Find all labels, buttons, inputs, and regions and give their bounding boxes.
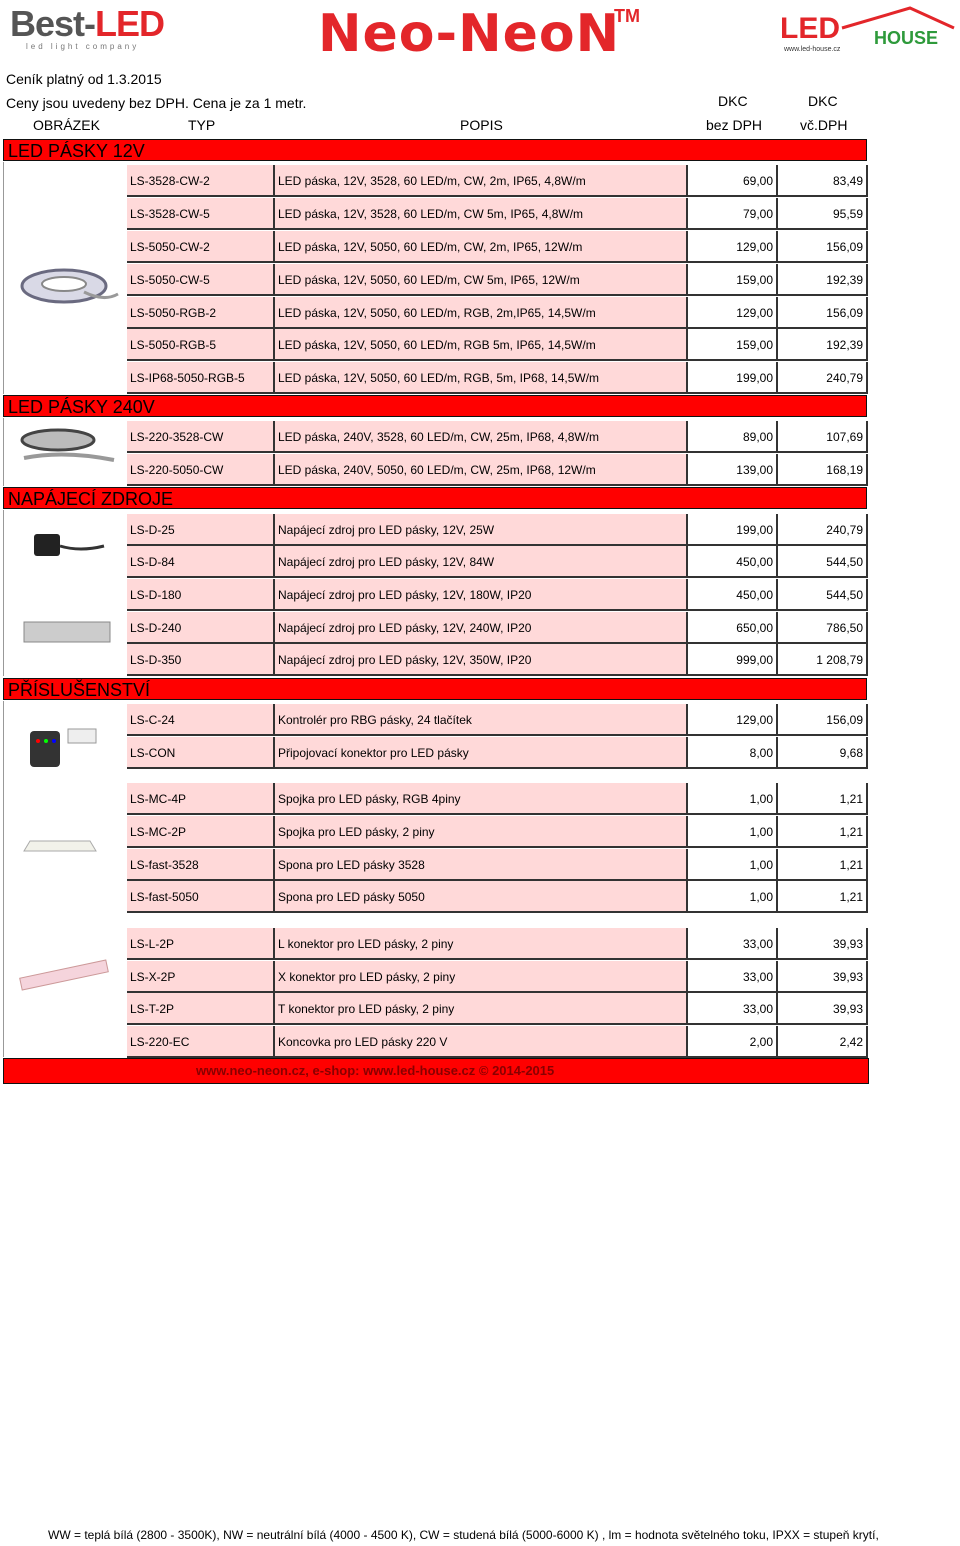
product-code: LS-3528-CW-5 xyxy=(127,198,275,230)
price-gross: 544,50 xyxy=(778,546,868,578)
price-net: 650,00 xyxy=(688,612,778,644)
price-net: 199,00 xyxy=(688,514,778,546)
price-gross: 83,49 xyxy=(778,165,868,197)
price-gross: 39,93 xyxy=(778,993,868,1025)
best-led-logo: Best-LED led light company xyxy=(10,3,165,51)
price-net: 89,00 xyxy=(688,421,778,453)
product-description: X konektor pro LED pásky, 2 piny xyxy=(275,961,688,993)
product-code: LS-3528-CW-2 xyxy=(127,165,275,197)
product-description: Napájecí zdroj pro LED pásky, 12V, 350W, IP20 xyxy=(275,644,688,676)
product-description: Připojovací konektor pro LED pásky xyxy=(275,737,688,769)
price-net: 33,00 xyxy=(688,961,778,993)
rgb-controller-icon xyxy=(4,701,124,1055)
product-description: Spojka pro LED pásky, RGB 4piny xyxy=(275,783,688,815)
product-description: Napájecí zdroj pro LED pásky, 12V, 240W, IP20 xyxy=(275,612,688,644)
product-description: Spona pro LED pásky 3528 xyxy=(275,849,688,881)
product-code: LS-5050-CW-2 xyxy=(127,231,275,263)
price-net: 1,00 xyxy=(688,783,778,815)
product-code: LS-D-350 xyxy=(127,644,275,676)
table-row xyxy=(127,546,868,578)
footer-websites: www.neo-neon.cz, e-shop: www.led-house.cz © 2014-2015 xyxy=(196,1063,555,1078)
price-net: 1,00 xyxy=(688,849,778,881)
table-row xyxy=(127,329,868,361)
col-header-price-net: bez DPH xyxy=(706,117,763,133)
table-row xyxy=(127,165,868,197)
led-strip-reel-icon xyxy=(4,162,124,392)
price-gross: 1,21 xyxy=(778,783,868,815)
price-net: 129,00 xyxy=(688,704,778,736)
price-net: 159,00 xyxy=(688,264,778,296)
product-code: LS-MC-4P xyxy=(127,783,275,815)
image-cell-12v xyxy=(3,162,126,394)
price-net: 33,00 xyxy=(688,928,778,960)
product-code: LS-C-24 xyxy=(127,704,275,736)
price-gross: 156,09 xyxy=(778,704,868,736)
col-header-image: OBRÁZEK xyxy=(33,117,100,133)
image-cell-accessories xyxy=(3,701,126,1057)
neo-neon-logo: Neo-NeoN TM xyxy=(318,4,640,64)
table-row xyxy=(127,612,868,644)
price-gross: 544,50 xyxy=(778,579,868,611)
product-description: Napájecí zdroj pro LED pásky, 12V, 25W xyxy=(275,514,688,546)
product-description: LED páska, 240V, 5050, 60 LED/m, CW, 25m, IP68, 12W/m xyxy=(275,454,688,486)
product-code: LS-220-EC xyxy=(127,1026,275,1058)
product-code: LS-T-2P xyxy=(127,993,275,1025)
product-code: LS-IP68-5050-RGB-5 xyxy=(127,362,275,394)
price-gross: 1,21 xyxy=(778,849,868,881)
price-note: Ceny jsou uvedeny bez DPH. Cena je za 1 metr. xyxy=(6,95,307,111)
product-description: LED páska, 12V, 5050, 60 LED/m, CW, 2m, IP65, 12W/m xyxy=(275,231,688,263)
table-row xyxy=(127,644,868,676)
image-cell-power xyxy=(3,510,126,676)
price-gross: 2,42 xyxy=(778,1026,868,1058)
abbreviation-legend: WW = teplá bílá (2800 - 3500K), NW = neutrální bílá (4000 - 4500 K), CW = studená bílá (5000-6000 K) , lm = hodnota světelného toku, IPXX = stupeň krytí, xyxy=(48,1528,879,1542)
image-cell-240v xyxy=(3,418,126,486)
product-description: LED páska, 12V, 5050, 60 LED/m, RGB 5m, IP65, 14,5W/m xyxy=(275,329,688,361)
product-description: T konektor pro LED pásky, 2 piny xyxy=(275,993,688,1025)
col-header-type: TYP xyxy=(188,117,216,133)
product-code: LS-fast-3528 xyxy=(127,849,275,881)
col-header-description: POPIS xyxy=(460,117,503,133)
product-code: LS-D-84 xyxy=(127,546,275,578)
price-gross: 192,39 xyxy=(778,329,868,361)
price-gross: 1,21 xyxy=(778,816,868,848)
price-net: 450,00 xyxy=(688,546,778,578)
price-net: 69,00 xyxy=(688,165,778,197)
product-description: Kontrolér pro RBG pásky, 24 tlačítek xyxy=(275,704,688,736)
led-strip-240v-reel-icon xyxy=(4,418,124,484)
product-description: LED páska, 12V, 5050, 60 LED/m, RGB, 5m, IP68, 14,5W/m xyxy=(275,362,688,394)
table-row xyxy=(127,783,868,815)
product-code: LS-220-3528-CW xyxy=(127,421,275,453)
price-gross: 107,69 xyxy=(778,421,868,453)
product-code: LS-D-240 xyxy=(127,612,275,644)
section-bar-240v: LED PÁSKY 240V xyxy=(3,395,867,417)
price-net: 999,00 xyxy=(688,644,778,676)
table-row xyxy=(127,881,868,913)
price-net: 129,00 xyxy=(688,297,778,329)
table-row xyxy=(127,1026,868,1058)
power-supply-box-icon xyxy=(24,622,110,642)
product-code: LS-5050-CW-5 xyxy=(127,264,275,296)
table-row xyxy=(127,849,868,881)
price-gross: 240,79 xyxy=(778,362,868,394)
product-code: LS-D-180 xyxy=(127,579,275,611)
product-description: LED páska, 12V, 5050, 60 LED/m, RGB, 2m,IP65, 14,5W/m xyxy=(275,297,688,329)
table-row xyxy=(127,454,868,486)
table-row xyxy=(127,737,868,769)
price-gross: 156,09 xyxy=(778,297,868,329)
price-gross: 786,50 xyxy=(778,612,868,644)
product-description: LED páska, 240V, 3528, 60 LED/m, CW, 25m, IP68, 4,8W/m xyxy=(275,421,688,453)
price-net: 1,00 xyxy=(688,816,778,848)
table-row xyxy=(127,297,868,329)
table-row xyxy=(127,362,868,394)
price-net: 79,00 xyxy=(688,198,778,230)
price-net: 450,00 xyxy=(688,579,778,611)
product-description: Napájecí zdroj pro LED pásky, 12V, 84W xyxy=(275,546,688,578)
product-description: Napájecí zdroj pro LED pásky, 12V, 180W, IP20 xyxy=(275,579,688,611)
price-gross: 168,19 xyxy=(778,454,868,486)
product-code: LS-L-2P xyxy=(127,928,275,960)
power-adapter-icon xyxy=(4,510,124,674)
section-bar-12v: LED PÁSKY 12V xyxy=(3,139,867,161)
table-row xyxy=(127,579,868,611)
table-row xyxy=(127,421,868,453)
product-description: Spojka pro LED pásky, 2 piny xyxy=(275,816,688,848)
price-gross: 95,59 xyxy=(778,198,868,230)
price-gross: 192,39 xyxy=(778,264,868,296)
product-code: LS-220-5050-CW xyxy=(127,454,275,486)
product-description: Spona pro LED pásky 5050 xyxy=(275,881,688,913)
connector-strip-icon xyxy=(20,960,109,990)
price-net: 1,00 xyxy=(688,881,778,913)
table-row xyxy=(127,231,868,263)
product-code: LS-5050-RGB-2 xyxy=(127,297,275,329)
price-gross: 39,93 xyxy=(778,961,868,993)
price-net: 139,00 xyxy=(688,454,778,486)
product-code: LS-X-2P xyxy=(127,961,275,993)
price-gross: 9,68 xyxy=(778,737,868,769)
price-gross: 1 208,79 xyxy=(778,644,868,676)
footer-bar xyxy=(3,1058,869,1084)
dkc-label-net: DKC xyxy=(718,93,748,109)
table-row xyxy=(127,816,868,848)
section-bar-power-supplies: NAPÁJECÍ ZDROJE xyxy=(3,487,867,509)
led-house-logo: LED HOUSE www.led-house.cz xyxy=(780,6,956,56)
valid-from: Ceník platný od 1.3.2015 xyxy=(6,71,162,87)
table-row xyxy=(127,928,868,960)
product-code: LS-fast-5050 xyxy=(127,881,275,913)
price-net: 129,00 xyxy=(688,231,778,263)
product-description: LED páska, 12V, 3528, 60 LED/m, CW, 2m, IP65, 4,8W/m xyxy=(275,165,688,197)
product-code: LS-CON xyxy=(127,737,275,769)
product-description: Koncovka pro LED pásky 220 V xyxy=(275,1026,688,1058)
col-header-price-gross: vč.DPH xyxy=(800,117,848,133)
table-row xyxy=(127,514,868,546)
product-code: LS-5050-RGB-5 xyxy=(127,329,275,361)
price-gross: 1,21 xyxy=(778,881,868,913)
product-description: L konektor pro LED pásky, 2 piny xyxy=(275,928,688,960)
price-gross: 39,93 xyxy=(778,928,868,960)
table-row xyxy=(127,264,868,296)
dkc-label-gross: DKC xyxy=(808,93,838,109)
table-row xyxy=(127,961,868,993)
section-bar-accessories: PŘÍSLUŠENSTVÍ xyxy=(3,678,867,700)
price-net: 33,00 xyxy=(688,993,778,1025)
price-net: 199,00 xyxy=(688,362,778,394)
price-net: 2,00 xyxy=(688,1026,778,1058)
table-row xyxy=(127,704,868,736)
price-net: 8,00 xyxy=(688,737,778,769)
table-row xyxy=(127,198,868,230)
product-code: LS-MC-2P xyxy=(127,816,275,848)
product-code: LS-D-25 xyxy=(127,514,275,546)
house-roof-icon xyxy=(840,6,956,30)
product-description: LED páska, 12V, 5050, 60 LED/m, CW 5m, IP65, 12W/m xyxy=(275,264,688,296)
table-row xyxy=(127,993,868,1025)
product-description: LED páska, 12V, 3528, 60 LED/m, CW 5m, IP65, 4,8W/m xyxy=(275,198,688,230)
led-clip-icon xyxy=(24,841,96,851)
price-gross: 156,09 xyxy=(778,231,868,263)
price-gross: 240,79 xyxy=(778,514,868,546)
price-net: 159,00 xyxy=(688,329,778,361)
